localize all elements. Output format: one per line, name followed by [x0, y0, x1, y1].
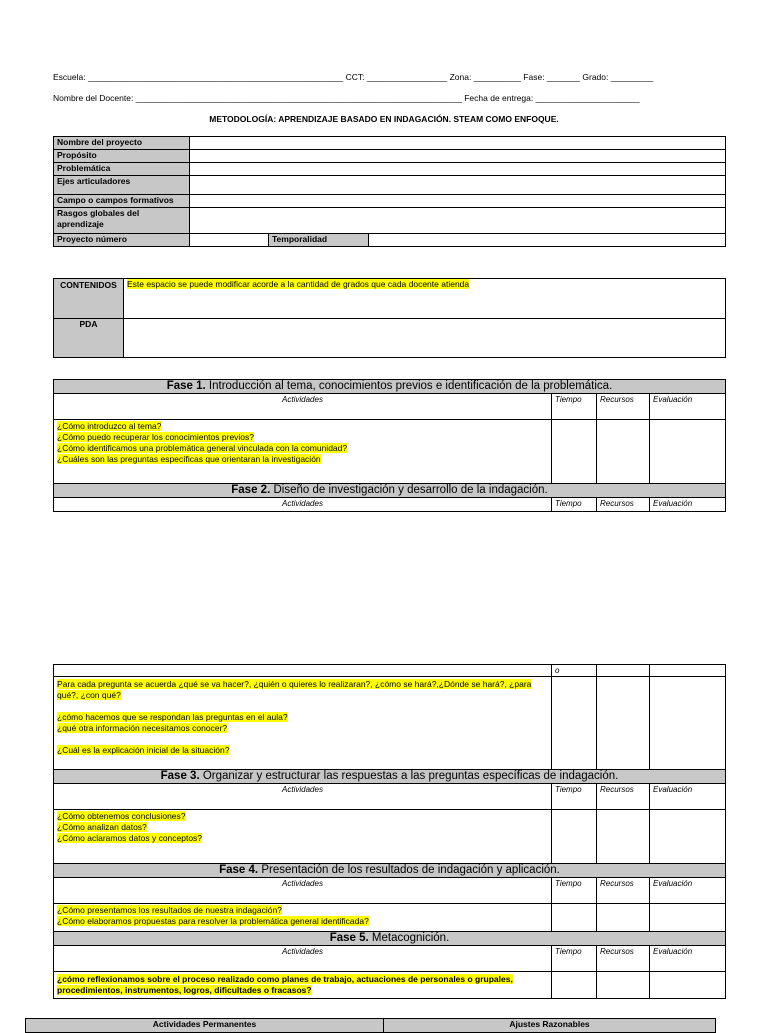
project-name-field[interactable] [190, 137, 726, 150]
purpose-field[interactable] [190, 150, 726, 163]
phase-4-header: Fase 4. Presentación de los resultados de indagación y aplicación. [54, 864, 726, 878]
phase-1-evaluation[interactable] [650, 420, 726, 484]
col-recursos: Recursos [597, 878, 650, 904]
contenidos-label: CONTENIDOS [54, 279, 124, 319]
col-evaluacion: Evaluación [650, 394, 726, 420]
axes-field[interactable] [190, 176, 726, 195]
col-recursos: Recursos [597, 394, 650, 420]
col-actividades: Actividades [54, 878, 552, 904]
col-actividades: Actividades [54, 784, 552, 810]
tiempo-wrap: o [552, 665, 597, 677]
phase-5-questions[interactable]: ¿cómo reflexionamos sobre el proceso realizado como planes de trabajo, actuaciones de personales o grupales, procedimientos, instrumentos, logros, dificultades o fracasos? [54, 972, 552, 999]
phase-2-time[interactable] [552, 677, 597, 770]
traits-label: Rasgos globales del aprendizaje [54, 208, 190, 234]
phase-4-evaluation[interactable] [650, 904, 726, 932]
phase-2-evaluation[interactable] [650, 677, 726, 770]
col-evaluacion: Evaluación [650, 878, 726, 904]
problem-field[interactable] [190, 163, 726, 176]
phase-3-resources[interactable] [597, 810, 650, 864]
col-evaluacion: Evaluación [650, 946, 726, 972]
project-number-field[interactable] [190, 234, 269, 247]
contenidos-note: Este espacio se puede modificar acorde a la cantidad de grados que cada docente atienda [127, 279, 470, 289]
fields-field[interactable] [190, 195, 726, 208]
teacher-line: Nombre del Docente: _____________________________________________________________________ Fecha de entrega: ______________________ [53, 93, 640, 103]
project-name-label: Nombre del proyecto [54, 137, 190, 150]
fields-label: Campo o campos formativos [54, 195, 190, 208]
phase-1-questions[interactable]: ¿Cómo introduzco al tema? ¿Cómo puedo recuperar los conocimientos previos? ¿Cómo identificamos una problemática general vinculada con la comunidad? ¿Cuáles son las preguntas específicas que orientaran la investigación [54, 420, 552, 484]
traits-field[interactable] [190, 208, 726, 234]
col-tiempo: Tiempo [552, 498, 597, 512]
col-actividades: Actividades [54, 946, 552, 972]
phase-3-evaluation[interactable] [650, 810, 726, 864]
col-actividades: Actividades [54, 394, 552, 420]
phase-5-evaluation[interactable] [650, 972, 726, 999]
phase-1-resources[interactable] [597, 420, 650, 484]
reasonable-adjustments-header: Ajustes Razonables [384, 1019, 716, 1033]
phase-2-header: Fase 2. Diseño de investigación y desarrollo de la indagación. [54, 484, 726, 498]
purpose-label: Propósito [54, 150, 190, 163]
phase-3-questions[interactable]: ¿Cómo obtenemos conclusiones? ¿Cómo analizan datos? ¿Cómo aclaramos datos y conceptos? [54, 810, 552, 864]
phase-5-resources[interactable] [597, 972, 650, 999]
problem-label: Problemática [54, 163, 190, 176]
phase-4-resources[interactable] [597, 904, 650, 932]
temporality-field[interactable] [369, 234, 726, 247]
temporality-label: Temporalidad [269, 234, 369, 247]
project-table [53, 136, 726, 247]
col-actividades: Actividades [54, 498, 552, 512]
col-tiempo: Tiempo [552, 784, 597, 810]
page-title: METODOLOGÍA: APRENDIZAJE BASADO EN INDAGACIÓN. STEAM COMO ENFOQUE. [209, 114, 559, 124]
contents-table [53, 278, 726, 358]
axes-label: Ejes articuladores [54, 176, 190, 195]
contenidos-field[interactable] [124, 279, 726, 319]
phase-2-resources[interactable] [597, 677, 650, 770]
permanent-activities-header: Actividades Permanentes [26, 1019, 384, 1033]
phase-1-header: Fase 1. Introducción al tema, conocimientos previos e identificación de la problemática. [54, 380, 726, 394]
phases-table-page1 [53, 379, 726, 512]
phase-2-questions[interactable]: Para cada pregunta se acuerda ¿qué se va hacer?, ¿quién o quieres lo realizaran?, ¿cómo se hará?,¿Dónde se hará?, ¿para qué?, ¿con qué? ¿cómo hacemos que se respondan las preguntas en el aula? ¿qué otra información necesitamos conocer? ¿Cuál es la explicación inicial de la situación? [54, 677, 552, 770]
project-number-label: Proyecto número [54, 234, 190, 247]
col-recursos: Recursos [597, 498, 650, 512]
col-recursos: Recursos [597, 784, 650, 810]
phase-1-time[interactable] [552, 420, 597, 484]
phase-5-header: Fase 5. Metacognición. [54, 932, 726, 946]
phase-3-time[interactable] [552, 810, 597, 864]
bottom-table [25, 1018, 716, 1033]
pda-field[interactable] [124, 319, 726, 358]
phase-4-time[interactable] [552, 904, 597, 932]
col-tiempo: Tiempo [552, 878, 597, 904]
col-tiempo: Tiempo [552, 946, 597, 972]
col-evaluacion: Evaluación [650, 784, 726, 810]
phases-table-page2 [53, 664, 726, 999]
col-evaluacion: Evaluación [650, 498, 726, 512]
phase-3-header: Fase 3. Organizar y estructurar las respuestas a las preguntas específicas de indagación. [54, 770, 726, 784]
phase-4-questions[interactable]: ¿Cómo presentamos los resultados de nuestra indagación? ¿Cómo elaboramos propuestas para resolver la problemática general identificada? [54, 904, 552, 932]
pda-label: PDA [54, 319, 124, 358]
col-tiempo: Tiempo [552, 394, 597, 420]
school-line: Escuela: ______________________________________________________ CCT: _________________ Zona: __________ Fase: _______ Grado: _________ [53, 72, 654, 82]
col-recursos: Recursos [597, 946, 650, 972]
phase-5-time[interactable] [552, 972, 597, 999]
